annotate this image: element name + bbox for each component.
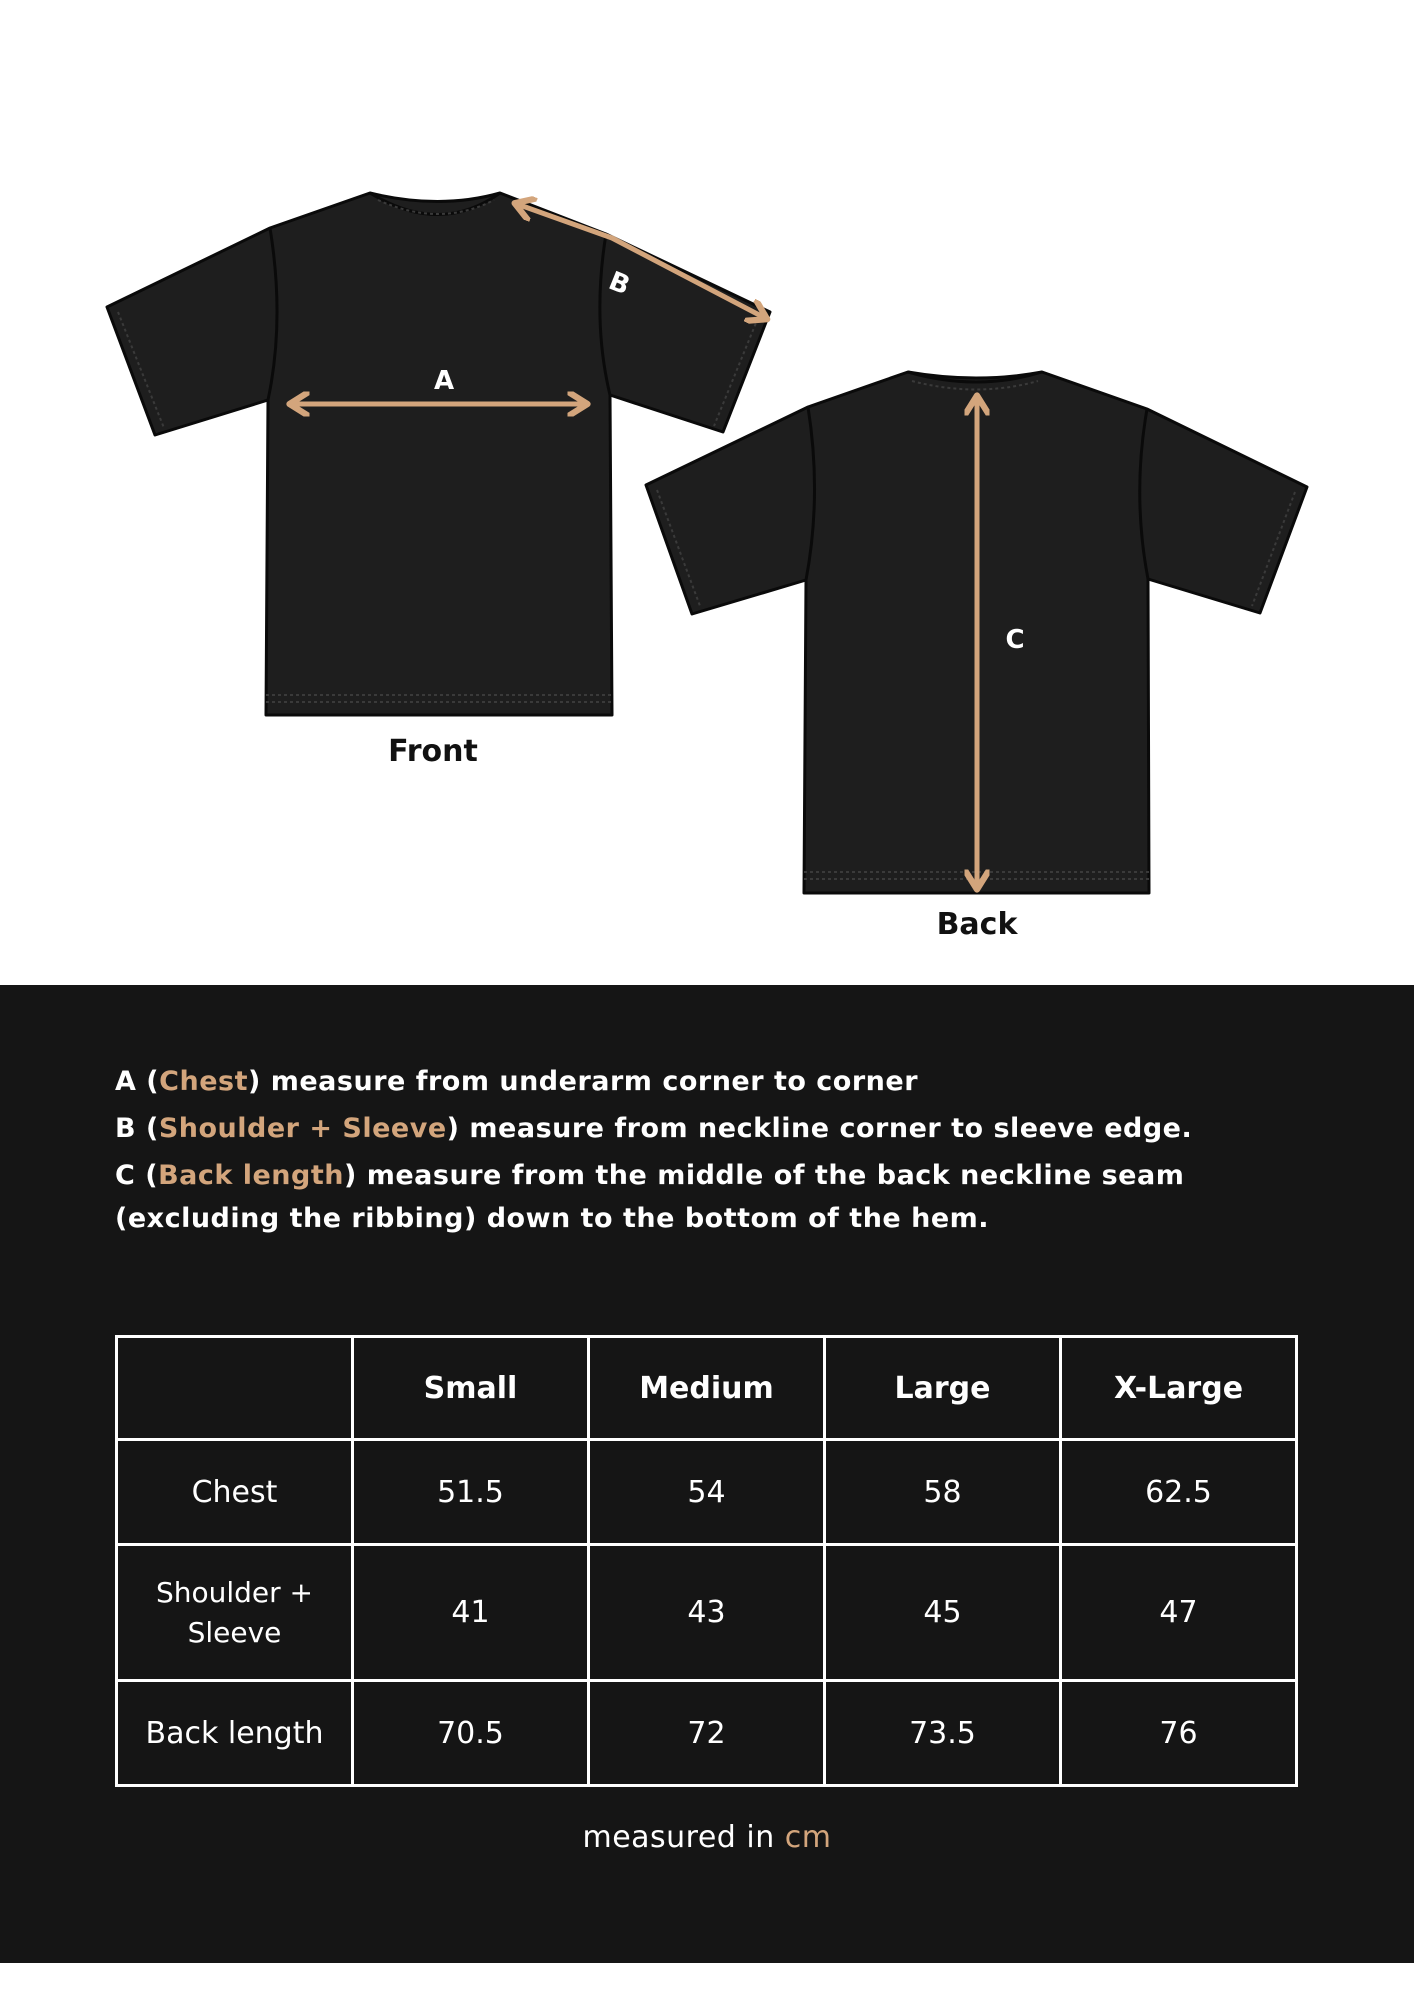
table-cell: 73.5 xyxy=(825,1681,1061,1786)
table-cell: 62.5 xyxy=(1061,1440,1297,1545)
table-cell: 51.5 xyxy=(353,1440,589,1545)
row-label: Chest xyxy=(117,1440,353,1545)
table-cell: 45 xyxy=(825,1545,1061,1681)
note-c: C (Back length) measure from the middle of the back neckline seam (excluding the ribbing) down to the bottom of the hem. xyxy=(115,1160,1185,1234)
header-x-large: X-Large xyxy=(1061,1337,1297,1440)
table-cell: 58 xyxy=(825,1440,1061,1545)
table-cell: 72 xyxy=(589,1681,825,1786)
row-label: Back length xyxy=(117,1681,353,1786)
front-tshirt xyxy=(107,193,770,715)
measurement-notes xyxy=(115,1060,1315,1244)
header-medium: Medium xyxy=(589,1337,825,1440)
table-row xyxy=(117,1681,1297,1786)
marker-c: C xyxy=(1005,625,1025,655)
marker-b: B xyxy=(604,266,635,302)
note-b-term: Shoulder + Sleeve xyxy=(158,1113,447,1144)
row-label: Shoulder + Sleeve xyxy=(117,1545,353,1681)
table-header-row xyxy=(117,1337,1297,1440)
size-chart-panel xyxy=(0,985,1414,1963)
header-small: Small xyxy=(353,1337,589,1440)
note-a: A (Chest) measure from underarm corner to corner xyxy=(115,1066,919,1097)
back-label: Back xyxy=(936,907,1018,942)
front-label: Front xyxy=(388,734,478,769)
note-c-term: Back length xyxy=(158,1160,344,1191)
measurement-diagram xyxy=(0,0,1414,985)
back-tshirt xyxy=(646,372,1307,893)
header-large: Large xyxy=(825,1337,1061,1440)
marker-a: A xyxy=(433,366,455,396)
table-row xyxy=(117,1440,1297,1545)
table-cell: 47 xyxy=(1061,1545,1297,1681)
units-prefix: measured in xyxy=(582,1820,775,1855)
table-cell: 70.5 xyxy=(353,1681,589,1786)
table-corner-cell xyxy=(117,1337,353,1440)
note-a-term: Chest xyxy=(159,1066,248,1097)
units-value: cm xyxy=(784,1820,832,1855)
table-cell: 54 xyxy=(589,1440,825,1545)
size-table xyxy=(115,1335,1298,1787)
note-b: B (Shoulder + Sleeve) measure from neckline corner to sleeve edge. xyxy=(115,1113,1193,1144)
table-cell: 76 xyxy=(1061,1681,1297,1786)
units-note xyxy=(0,1820,1414,1855)
tshirt-illustrations xyxy=(0,0,1414,985)
table-row xyxy=(117,1545,1297,1681)
table-cell: 41 xyxy=(353,1545,589,1681)
table-cell: 43 xyxy=(589,1545,825,1681)
